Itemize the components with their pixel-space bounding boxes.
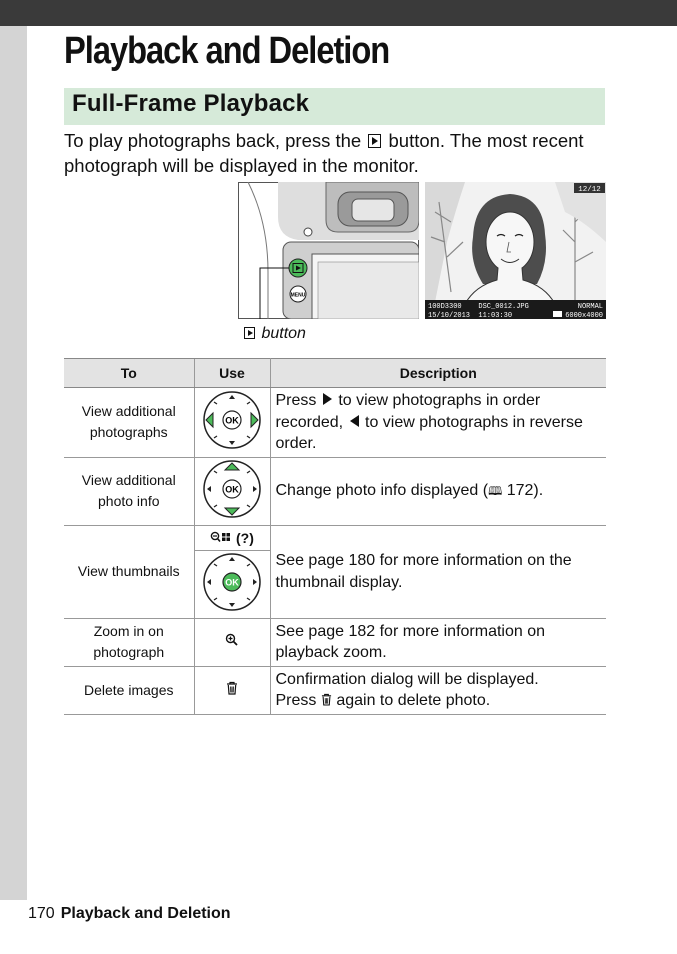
page-title: Playback and Deletion xyxy=(64,30,390,72)
image-size: 6000x4000 xyxy=(565,312,603,319)
intro-text-after: button. The most recent photograph will be displayed in the monitor. xyxy=(64,130,584,176)
multi-selector-up-down-icon xyxy=(194,457,270,525)
photo-datetime: 15/10/2013 11:03:30 xyxy=(428,312,513,319)
image-quality: NORMAL xyxy=(577,303,603,311)
multi-selector-left-right-icon xyxy=(194,388,270,458)
button-caption xyxy=(242,325,306,343)
table-row xyxy=(64,618,606,666)
row-action: View thumbnails xyxy=(64,525,194,618)
menu-button-label: MENU xyxy=(290,292,306,299)
playback-button-icon xyxy=(368,134,381,148)
row-description xyxy=(270,388,606,458)
zoom-in-icon xyxy=(194,618,270,666)
intro-text-before: To play photographs back, press the xyxy=(64,130,362,151)
row-action: Zoom in on photograph xyxy=(64,618,194,666)
desc-text: Confirmation dialog will be displayed. xyxy=(275,670,539,688)
top-bar xyxy=(0,0,677,26)
folder-file-name: 100D3300 DSC_0012.JPG xyxy=(428,303,529,311)
table-header-row xyxy=(64,359,606,388)
desc-text: again to delete photo. xyxy=(336,692,491,709)
svg-text:OK: OK xyxy=(225,415,239,426)
desc-text: Change photo info displayed ( xyxy=(275,481,489,499)
page-footer xyxy=(28,905,231,923)
thumbnail-controls xyxy=(194,525,270,618)
svg-text:OK: OK xyxy=(225,577,239,587)
delete-trash-icon xyxy=(194,666,270,714)
trash-icon-inline xyxy=(321,693,332,706)
frame-counter: 12/12 xyxy=(578,186,601,194)
thumbnail-zoom-out-label xyxy=(195,526,270,551)
row-action: Delete images xyxy=(64,666,194,714)
section-title: Full-Frame Playback xyxy=(72,90,310,117)
desc-text: to view photographs in reverse order. xyxy=(275,413,583,452)
playback-button-icon-small xyxy=(244,327,255,339)
camera-back-illustration xyxy=(238,182,419,319)
row-description xyxy=(270,666,606,714)
desc-text: to view photographs in order recorded, xyxy=(275,392,541,431)
right-arrow-icon xyxy=(323,393,332,405)
col-header-use: Use xyxy=(194,359,270,388)
intro-paragraph xyxy=(64,128,614,178)
button-caption-text: button xyxy=(261,325,306,342)
table-row xyxy=(64,525,606,618)
col-header-description: Description xyxy=(270,359,606,388)
row-description: See page 180 for more information on the thumbnail display. xyxy=(270,525,606,618)
table-row xyxy=(64,457,606,525)
row-description xyxy=(270,457,606,525)
side-margin-bar xyxy=(0,26,27,900)
table-row xyxy=(64,388,606,458)
operations-table xyxy=(64,358,606,715)
col-header-to: To xyxy=(64,359,194,388)
desc-text: Press xyxy=(275,392,317,409)
multi-selector-ok-icon xyxy=(201,551,263,613)
row-action: View additional photo info xyxy=(64,457,194,525)
desc-text: Press xyxy=(275,692,317,709)
desc-page-ref: 172). xyxy=(506,481,544,499)
book-icon: 🕮 xyxy=(488,483,503,498)
row-description: See page 182 for more information on playback zoom. xyxy=(270,618,606,666)
left-arrow-icon xyxy=(350,415,359,427)
footer-section: Playback and Deletion xyxy=(60,905,231,922)
help-indicator: (?) xyxy=(236,529,254,546)
page-number: 170 xyxy=(28,905,55,922)
zoom-out-thumbnail-icon xyxy=(210,531,232,545)
table-row xyxy=(64,666,606,714)
photo-playback-preview xyxy=(425,182,606,319)
svg-text:OK: OK xyxy=(225,484,239,494)
row-action: View additional photographs xyxy=(64,388,194,458)
